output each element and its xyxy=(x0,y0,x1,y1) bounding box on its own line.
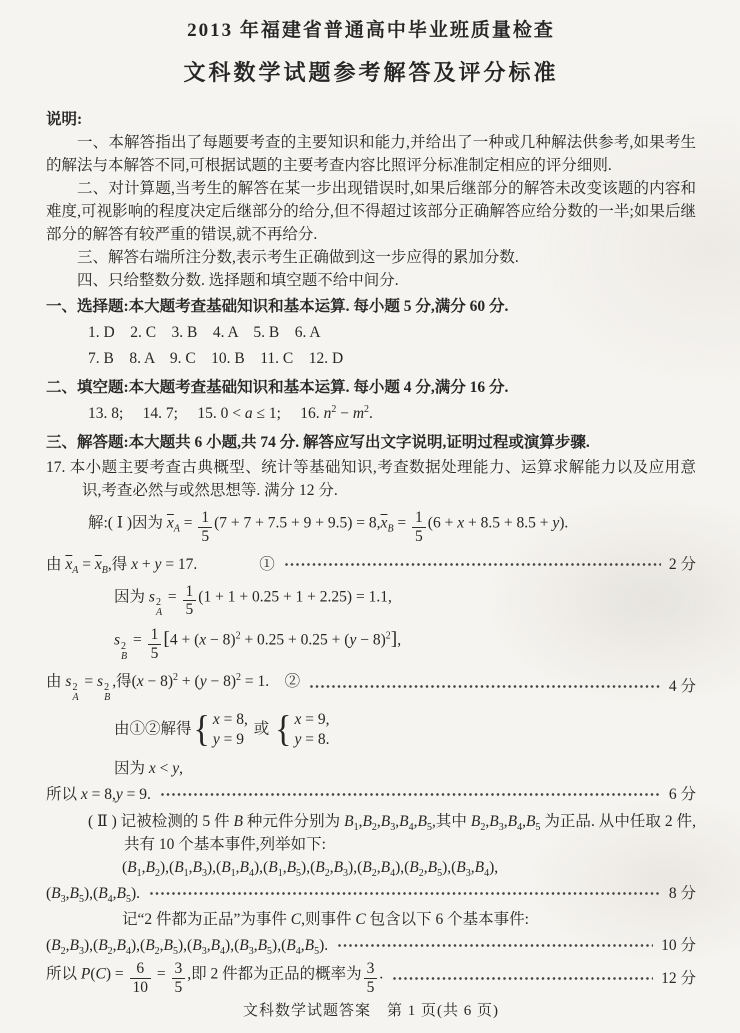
q17-step-8pts xyxy=(46,882,696,905)
mcq-answers-row-1: 1. D 2. C 3. B 4. A 5. B 6. A xyxy=(88,324,321,341)
q17-step-10pts xyxy=(46,934,696,957)
notes-heading: 说明: xyxy=(46,111,83,128)
score-badge-6: 6 分 xyxy=(668,785,696,803)
fill-section-heading: 二、填空题:本大题考查基础知识和基本运算. 每小题 4 分,满分 16 分. xyxy=(46,379,509,396)
dot-leader xyxy=(393,977,653,980)
q17-variance-b-line: s 2 B = $\frac{1}{5}$ $[4 + (x - 8)^2 + 0.25 + 0.25 + (y - 8)^2]$, xyxy=(114,626,402,663)
dot-leader xyxy=(161,793,661,796)
multiple-choice-section xyxy=(46,292,696,373)
q17-part2-intro: ( Ⅱ ) 记被检测的 5 件 B 种元件分别为 $B_1,B_2,B_3,B_4,B_5$,其中 $B_2,B_3,B_4,B_5$ 为正品. 从中任取 2 件,共有 10 个基本事件,列举如下: xyxy=(88,812,696,853)
note-item-1: 一、本解答指出了每题要考查的主要知识和能力,并给出了一种或几种解法供参考,如果考生的解法与本解答不同,可根据试题的主要考查内容比照评分标准制定相应的评分细则. xyxy=(46,134,696,174)
q17-mean-line: 解:( Ⅰ )因为 $\overline{x}_A$ = $\frac{1}{5}$ $(7 + 7 + 7.5 + 9 + 9.5) = 8,\overline{x}_B$ = $\frac{1}{5}$ (6 + x + 8.5 + 8.5 + y). xyxy=(88,509,569,545)
dot-leader xyxy=(338,944,653,947)
q17-step-8pts-math: $(B_3,B_5),(B_4,B_5)$. xyxy=(46,884,141,905)
score-badge-4: 4 分 xyxy=(668,677,696,695)
solutions-section-heading: 三、解答题:本大题共 6 小题,共 74 分. 解答应写出文字说明,证明过程或演算步骤. xyxy=(46,434,590,451)
q17-step-2pts-math: 由 $\overline{x}_A = \overline{x}_B$,得 x + y = 17. ① xyxy=(46,555,275,576)
solutions-section xyxy=(46,428,696,1000)
fill-blank-section xyxy=(46,373,696,428)
mcq-section-heading: 一、选择题:本大题考查基础知识和基本运算. 每小题 5 分,满分 60 分. xyxy=(46,298,509,315)
q17-step-10pts-math: $(B_2,B_3),(B_2,B_4),(B_2,B_5),(B_3,B_4),(B_3,B_5),(B_4,B_5)$. xyxy=(46,936,329,957)
q17-event-c-line: 记“2 件都为正品”为事件 C,则事件 C 包含以下 6 个基本事件: xyxy=(122,910,529,928)
mcq-answers-row-2: 7. B 8. A 9. C 10. B 11. C 12. D xyxy=(88,350,344,367)
q17-step-6pts-math: 所以 x = 8,y = 9. xyxy=(46,785,151,803)
note-item-2: 二、对计算题,当考生的解答在某一步出现错误时,如果后继部分的解答未改变该题的内容和难度,可视影响的程度决定后继部分的给分,但不得超过该部分正确解答应给分数的一半;如果后继部分的解答有较严重的错误,就不再给分. xyxy=(46,180,696,243)
dot-leader xyxy=(150,892,661,895)
footer-page-label: 文科数学试题答案 第 1 页(共 6 页) xyxy=(243,1002,499,1019)
q17-step-12pts-math: 所以 P(C) = $\frac{6}{10}$ = $\frac{3}{5}$ ,即 2 件都为正品的概率为 $\frac{3}{5}$ . xyxy=(46,959,384,996)
note-item-3: 三、解答右端所注分数,表示考生正确做到这一步应得的累加分数. xyxy=(77,249,519,266)
note-item-4: 四、只给整数分数. 选择题和填空题不给中间分. xyxy=(77,272,399,289)
q17-step-6pts xyxy=(46,783,696,806)
q17-because-line: 因为 x < y, xyxy=(114,759,184,777)
q17-stem: 17. 本小题主要考查古典概型、统计等基础知识,考查数据处理能力、运算求解能力以及应用意识,考查必然与或然思想等. 满分 12 分. xyxy=(46,459,696,499)
score-badge-2: 2 分 xyxy=(668,555,696,573)
score-badge-8: 8 分 xyxy=(668,884,696,902)
q17-cases-line: 由①②解得 { x = 8, y = 9 或 { x = 9, y = 8. xyxy=(114,708,330,750)
q17-step-4pts-math: 由 s 2 A = s 2 B ,得$(x - 8)^2 + (y - 8)^2 = 1$. ② xyxy=(46,671,301,703)
score-badge-12: 12 分 xyxy=(661,969,696,987)
dot-leader xyxy=(285,563,661,566)
q17-step-4pts xyxy=(46,670,696,703)
score-badge-10: 10 分 xyxy=(661,936,696,954)
document-title: 文科数学试题参考解答及评分标准 xyxy=(183,60,559,85)
q17-step-12pts xyxy=(46,960,696,997)
page-footer xyxy=(46,1000,696,1033)
q17-step-2pts xyxy=(46,553,696,576)
fill-answers-row: 13. 8; 14. 7; 15. 0 < a ≤ 1; 16. $n^2 - m^2$. xyxy=(88,403,373,422)
notes-section xyxy=(46,108,696,292)
dot-leader xyxy=(310,685,661,688)
q17-variance-a-line: 因为 s 2 A = $\frac{1}{5}$ (1 + 1 + 0.25 + 1 + 2.25) = 1.1, xyxy=(114,582,392,619)
exam-title: 2013 年福建省普通高中毕业班质量检查 xyxy=(187,20,555,41)
q17-pairs-row-1: $(B_1,B_2),(B_1,B_3),(B_1,B_4),(B_1,B_5),(B_2,B_3),(B_2,B_4),(B_2,B_5),(B_3,B_4)$, xyxy=(122,858,499,879)
